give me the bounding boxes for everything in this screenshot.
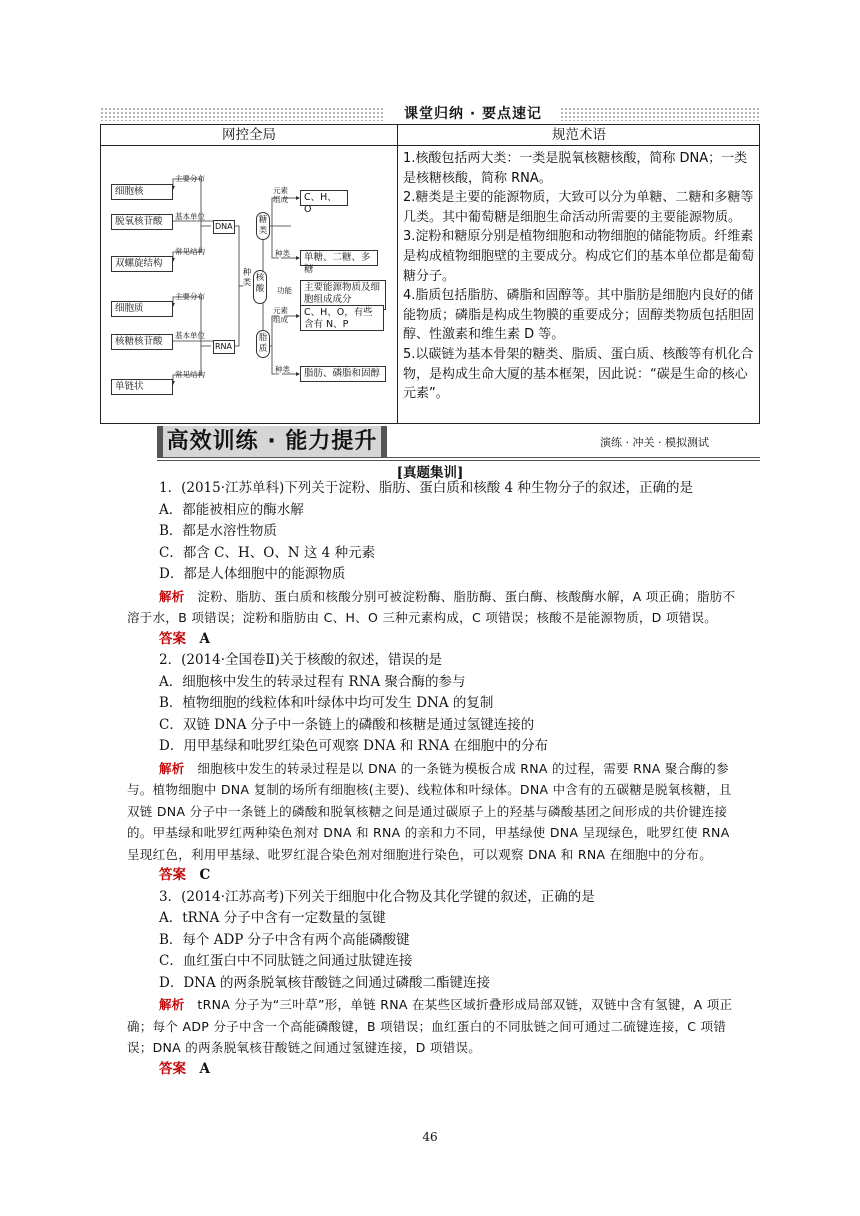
box-dna: DNA: [213, 220, 235, 234]
concept-diagram: [101, 146, 397, 424]
option: A．tRNA 分子中含有一定数量的氢键: [159, 910, 386, 926]
question-stem: 3．(2014·江苏高考)下列关于细胞中化合物及其化学键的叙述，正确的是: [159, 888, 595, 905]
box-sugar-function: 主要能源物质及细胞组成成分: [300, 280, 386, 310]
summary-header: [100, 103, 760, 125]
analysis-label: 解析: [159, 588, 185, 604]
column-header-right: 规范术语: [552, 127, 606, 143]
option: A．细胞核中发生的转录过程有 RNA 聚合酶的参与: [159, 673, 466, 690]
box-rna: RNA: [213, 340, 235, 354]
summary-title: 课堂归纳 · 要点速记: [388, 103, 558, 125]
question-stem: 1．(2015·江苏单科)下列关于淀粉、脂肪、蛋白质和核酸 4 种生物分子的叙述，正确的是: [159, 480, 693, 496]
box-double-helix: 双螺旋结构: [111, 256, 173, 272]
analysis-label: 解析: [159, 760, 185, 776]
summary-table: [100, 124, 760, 424]
label-lipid-element: 元素组成: [273, 306, 288, 324]
answer: [127, 865, 737, 887]
box-lipid: 脂质: [256, 330, 270, 358]
term-item-3: 3.淀粉和糖原分别是植物细胞和动物细胞的储能物质。纤维素是构成植物细胞壁的主要成分。构成它们的基本单位都是葡萄糖分子。: [403, 229, 755, 284]
term-item-5: 5.以碳链为基本骨架的糖类、脂质、蛋白质、核酸等有机化合物，是构成生命大厦的基本框架，因此说：“碳是生命的核心元素”。: [403, 346, 754, 402]
term-item-1: 1.核酸包括两大类：一类是脱氧核糖核酸，简称 DNA；一类是核糖核酸，简称 RNA。: [403, 151, 748, 186]
label-dna-unit: 基本单位: [175, 212, 205, 221]
answer-label: 答案: [159, 630, 186, 647]
analysis: [127, 586, 737, 629]
section-subheading: [真题集训]: [396, 465, 464, 481]
option: B．每个 ADP 分子中含有两个高能磷酸键: [159, 931, 410, 948]
section-banner-text: 高效训练 · 能力提升: [166, 429, 378, 454]
question-2: [127, 650, 737, 887]
option: A．都能被相应的酶水解: [159, 501, 304, 518]
label-sugar-element: 元素组成: [273, 186, 288, 204]
term-item-2: 2.糖类是主要的能源物质，大致可以分为单糖、二糖和多糖等几类。其中葡萄糖是细胞生命活动所需要的主要能源物质。: [403, 190, 754, 225]
answer: [127, 629, 737, 651]
answer-value: C: [199, 867, 211, 883]
box-cytoplasm: 细胞质: [111, 301, 173, 317]
question-3: [127, 887, 737, 1081]
table-divider-v: [397, 125, 398, 423]
box-sugar-type: 单糖、二糖、多糖: [300, 250, 378, 266]
answer-label: 答案: [159, 867, 186, 883]
answer-value: A: [199, 630, 210, 647]
label-dna-distribution: 主要分布: [175, 174, 205, 183]
label-rna-unit: 基本单位: [175, 331, 205, 340]
answer-value: A: [199, 1060, 210, 1077]
question-1: [127, 478, 737, 650]
page-number: 46: [422, 1130, 438, 1144]
box-lipid-type: 脂肪、磷脂和固醇: [300, 366, 386, 382]
dotted-band-right: [560, 107, 760, 121]
box-sugar-element: C、H、O: [300, 190, 348, 206]
analysis-text: tRNA 分子为“三叶草”形，单链 RNA 在某些区域折叠形成局部双链，双链中含有氢键，A 项正确；每个 ADP 分子中含一个高能磷酸键，B 项错误；血红蛋白的不同肽链之间可通过二硫键连接，C 项错误；DNA 的两条脱氧核苷酸链之间通过氢键连接，D 项错误。: [127, 997, 733, 1055]
label-lipid-type: 种类: [275, 365, 290, 374]
box-deoxynucleotide: 脱氧核苷酸: [111, 214, 173, 230]
option: C．血红蛋白中不同肽链之间通过肽键连接: [159, 953, 413, 969]
option: D．用甲基绿和吡罗红染色可观察 DNA 和 RNA 在细胞中的分布: [159, 738, 549, 754]
terms-list: [403, 149, 755, 404]
box-single-strand: 单链状: [111, 379, 173, 395]
label-rna-structure: 常见结构: [175, 370, 205, 379]
option: B．都是水溶性物质: [159, 523, 277, 539]
option: C．双链 DNA 分子中一条链上的磷酸和核糖是通过氢键连接的: [159, 716, 535, 733]
answer: [127, 1059, 737, 1081]
column-header-left: 网控全局: [222, 127, 276, 143]
dotted-band-left: [100, 107, 385, 121]
option: B．植物细胞的线粒体和叶绿体中均可发生 DNA 的复制: [159, 695, 494, 711]
analysis-text: 细胞核中发生的转录过程是以 DNA 的一条链为模板合成 RNA 的过程，需要 RNA 聚合酶的参与。植物细胞中 DNA 复制的场所有细胞核(主要)、线粒体和叶绿体。DNA 中含有的五碳糖是脱氧核糖，且双链 DNA 分子中一条链上的磷酸和脱氧核糖之间是通过碳原子上的羟基与磷酸基团之间形成的共价键连接的。甲基绿和吡罗红两种染色剂对 DNA 和 RNA 的亲和力不同，甲基绿使 DNA 呈现绿色，吡罗红使 RNA 呈现红色，利用甲基绿、吡罗红混合染色剂对细胞进行染色，可以观察 DNA 和 RNA 在细胞中的分布。: [127, 760, 732, 862]
label-rna-distribution: 主要分布: [175, 292, 205, 301]
option: C．都含 C、H、O、N 这 4 种元素: [159, 544, 376, 561]
answer-label: 答案: [159, 1060, 186, 1077]
analysis: [127, 758, 737, 866]
analysis-label: 解析: [159, 997, 185, 1012]
analysis: [127, 994, 737, 1059]
label-species: 种类: [242, 268, 252, 288]
analysis-text: 淀粉、脂肪、蛋白质和核酸分别可被淀粉酶、脂肪酶、蛋白酶、核酸酶水解，A 项正确；脂肪不溶于水，B 项错误；淀粉和脂肪由 C、H、O 三种元素构成，C 项错误；核酸不是能源物质，D 项错误。: [127, 588, 736, 625]
label-sugar-function: 功能: [277, 286, 292, 295]
section-banner-right: 演练 · 冲关 · 模拟测试: [600, 436, 709, 449]
section-banner: [157, 426, 387, 458]
questions: [127, 478, 737, 1080]
box-lipid-element: C、H、O，有些含有 N、P: [300, 305, 384, 331]
section-rule-top: [157, 457, 760, 458]
question-stem: 2．(2014·全国卷Ⅱ)关于核酸的叙述，错误的是: [159, 652, 442, 668]
box-nucleus: 细胞核: [111, 184, 173, 200]
label-sugar-type: 种类: [275, 249, 290, 258]
term-item-4: 4.脂质包括脂肪、磷脂和固醇等。其中脂肪是细胞内良好的储能物质；磷脂是构成生物膜的重要成分；固醇类物质包括胆固醇、性激素和维生素 D 等。: [403, 288, 755, 343]
box-nucleic-acid: 核酸: [253, 270, 267, 304]
option: D．都是人体细胞中的能源物质: [159, 566, 346, 582]
label-dna-structure: 常见结构: [175, 247, 205, 256]
option: D．DNA 的两条脱氧核苷酸链之间通过磷酸二酯键连接: [159, 974, 490, 991]
box-ribonucleotide: 核糖核苷酸: [111, 334, 173, 350]
box-sugar: 糖类: [256, 212, 270, 240]
